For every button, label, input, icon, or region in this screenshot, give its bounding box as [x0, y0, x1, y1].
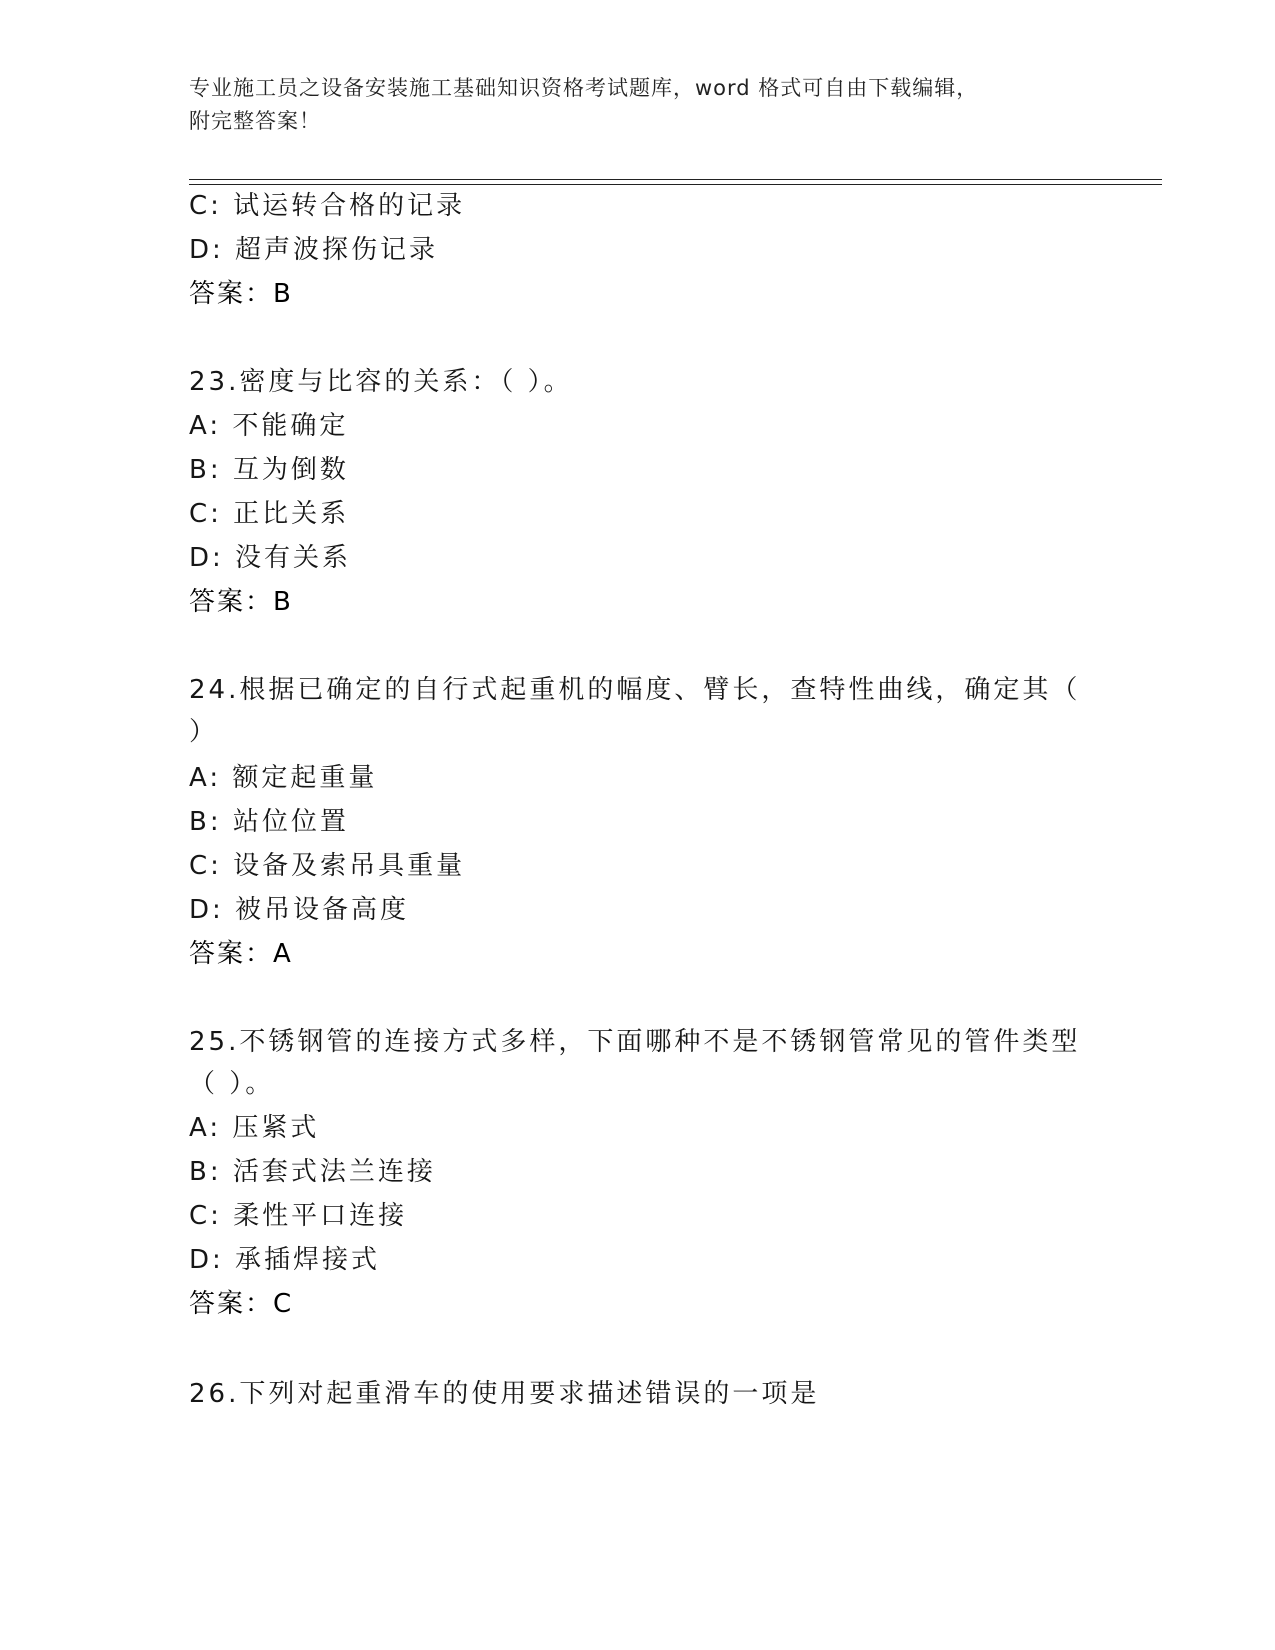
option-b: B: 活套式法兰连接: [189, 1157, 436, 1187]
option-a: A: 额定起重量: [189, 763, 378, 793]
header-divider-bottom: [189, 184, 1162, 185]
question-26-stem: 26.下列对起重滑车的使用要求描述错误的一项是: [189, 1379, 820, 1409]
question-24-stem: 24.根据已确定的自行式起重机的幅度、臂长，查特性曲线，确定其（: [189, 675, 1081, 705]
option-d: D: 没有关系: [189, 543, 352, 573]
header-line-2: 附完整答案！: [189, 109, 321, 133]
option-b: B: 站位位置: [189, 807, 349, 837]
option-c: C: 设备及索吊具重量: [189, 851, 466, 881]
header-divider-top: [189, 179, 1162, 180]
option-c: C: 试运转合格的记录: [189, 191, 466, 221]
answer-label: 答案：A: [189, 939, 293, 969]
question-25-stem: 25.不锈钢管的连接方式多样，下面哪种不是不锈钢管常见的管件类型: [189, 1027, 1081, 1057]
option-b: B: 互为倒数: [189, 455, 349, 485]
option-d: D: 超声波探伤记录: [189, 235, 439, 265]
option-a: A: 压紧式: [189, 1113, 320, 1143]
document-header: [189, 72, 1089, 138]
answer-label: 答案：C: [189, 1289, 294, 1319]
header-line-1: 专业施工员之设备安装施工基础知识资格考试题库，word 格式可自由下载编辑，: [189, 76, 979, 100]
question-23-stem: 23.密度与比容的关系：（ ）。: [189, 367, 573, 397]
option-c: C: 柔性平口连接: [189, 1201, 408, 1231]
option-a: A: 不能确定: [189, 411, 349, 441]
answer-label: 答案：B: [189, 587, 293, 617]
option-d: D: 被吊设备高度: [189, 895, 410, 925]
option-c: C: 正比关系: [189, 499, 350, 529]
question-24-stem-cont: ）: [189, 717, 219, 747]
answer-label: 答案：B: [189, 279, 293, 309]
question-25-stem-cont: （ ）。: [189, 1069, 275, 1099]
option-d: D: 承插焊接式: [189, 1245, 381, 1275]
